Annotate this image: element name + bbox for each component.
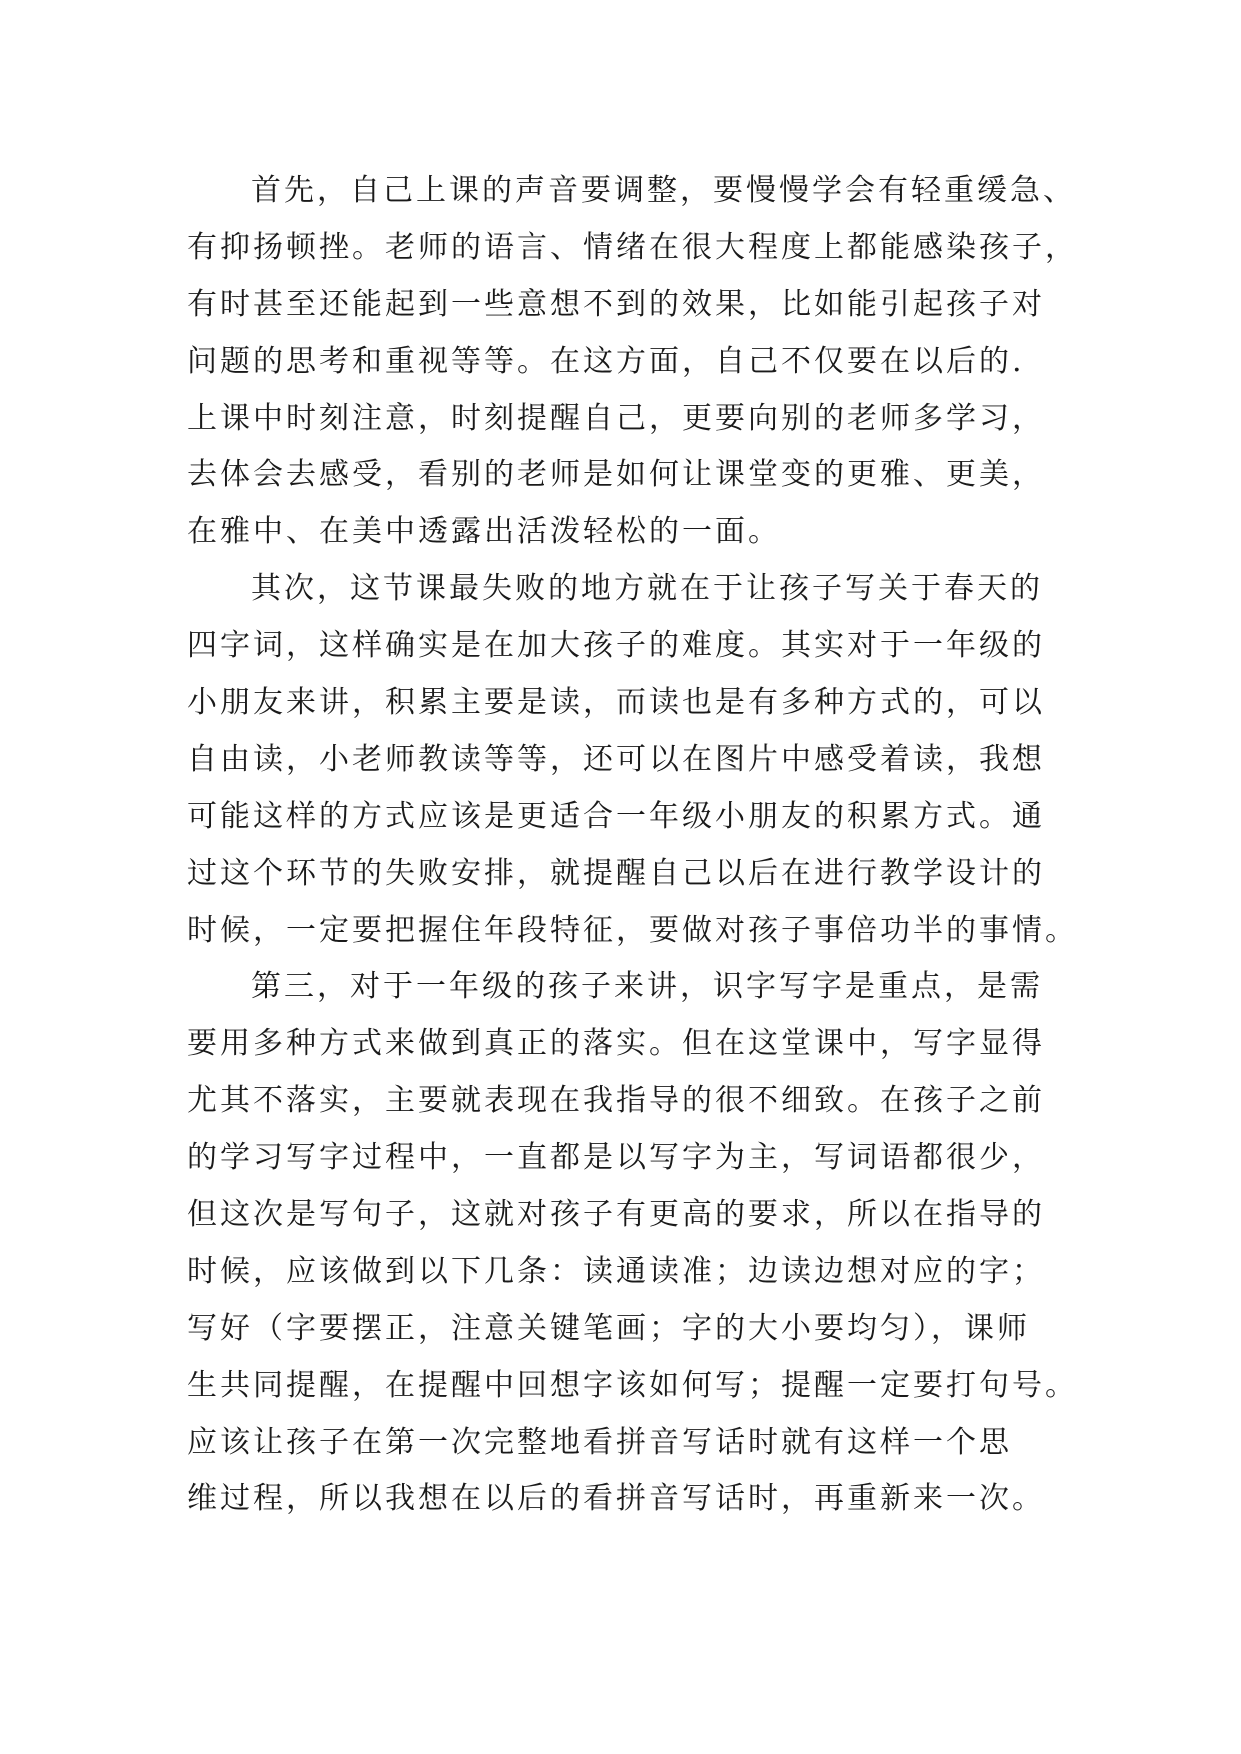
text-line: 写好（字要摆正，注意关键笔画；字的大小要均匀），课师 xyxy=(187,1310,1030,1346)
document-body xyxy=(187,163,1078,1528)
text-line: 去体会去感受，看别的老师是如何让课堂变的更雅、更美， xyxy=(187,457,1045,493)
text-line: 在雅中、在美中透露出活泼轻松的一面。 xyxy=(187,514,781,550)
text-line: 可能这样的方式应该是更适合一年级小朋友的积累方式。通 xyxy=(187,798,1045,834)
text-line: 时候，一定要把握住年段特征，要做对孩子事倍功半的事情。 xyxy=(187,912,1078,948)
text-line: 要用多种方式来做到真正的落实。但在这堂课中，写字显得 xyxy=(187,1026,1045,1062)
text-line: 应该让孩子在第一次完整地看拼音写话时就有这样一个思 xyxy=(187,1424,1012,1460)
text-line: 小朋友来讲，积累主要是读，而读也是有多种方式的，可以 xyxy=(187,685,1045,721)
text-line: 维过程，所以我想在以后的看拼音写话时，再重新来一次。 xyxy=(187,1481,1045,1517)
paragraph-2 xyxy=(187,561,1078,959)
text-line: 其次，这节课最失败的地方就在于让孩子写关于春天的 xyxy=(251,571,1043,607)
text-line: 第三，对于一年级的孩子来讲，识字写字是重点，是需 xyxy=(251,969,1043,1005)
text-line: 四字词，这样确实是在加大孩子的难度。其实对于一年级的 xyxy=(187,628,1045,664)
text-line: 生共同提醒，在提醒中回想字该如何写；提醒一定要打句号。 xyxy=(187,1367,1078,1403)
paragraph-1 xyxy=(187,163,1078,561)
text-line: 问题的思考和重视等等。在这方面，自己不仅要在以后的. xyxy=(187,343,1025,379)
paragraph-3 xyxy=(187,959,1078,1528)
text-line: 但这次是写句子，这就对孩子有更高的要求，所以在指导的 xyxy=(187,1197,1045,1233)
text-line: 时候，应该做到以下几条：读通读准；边读边想对应的字； xyxy=(187,1253,1045,1289)
text-line: 的学习写字过程中，一直都是以写字为主，写词语都很少， xyxy=(187,1140,1045,1176)
text-line: 首先，自己上课的声音要调整，要慢慢学会有轻重缓急、 xyxy=(251,173,1076,208)
text-line: 有抑扬顿挫。老师的语言、情绪在很大程度上都能感染孩子， xyxy=(187,229,1078,265)
text-line: 上课中时刻注意，时刻提醒自己，更要向别的老师多学习， xyxy=(187,400,1045,436)
text-line: 有时甚至还能起到一些意想不到的效果，比如能引起孩子对 xyxy=(187,286,1045,322)
text-line: 过这个环节的失败安排，就提醒自己以后在进行教学设计的 xyxy=(187,855,1045,891)
text-line: 自由读，小老师教读等等，还可以在图片中感受着读，我想 xyxy=(187,741,1045,777)
text-line: 尤其不落实，主要就表现在我指导的很不细致。在孩子之前 xyxy=(187,1083,1045,1119)
